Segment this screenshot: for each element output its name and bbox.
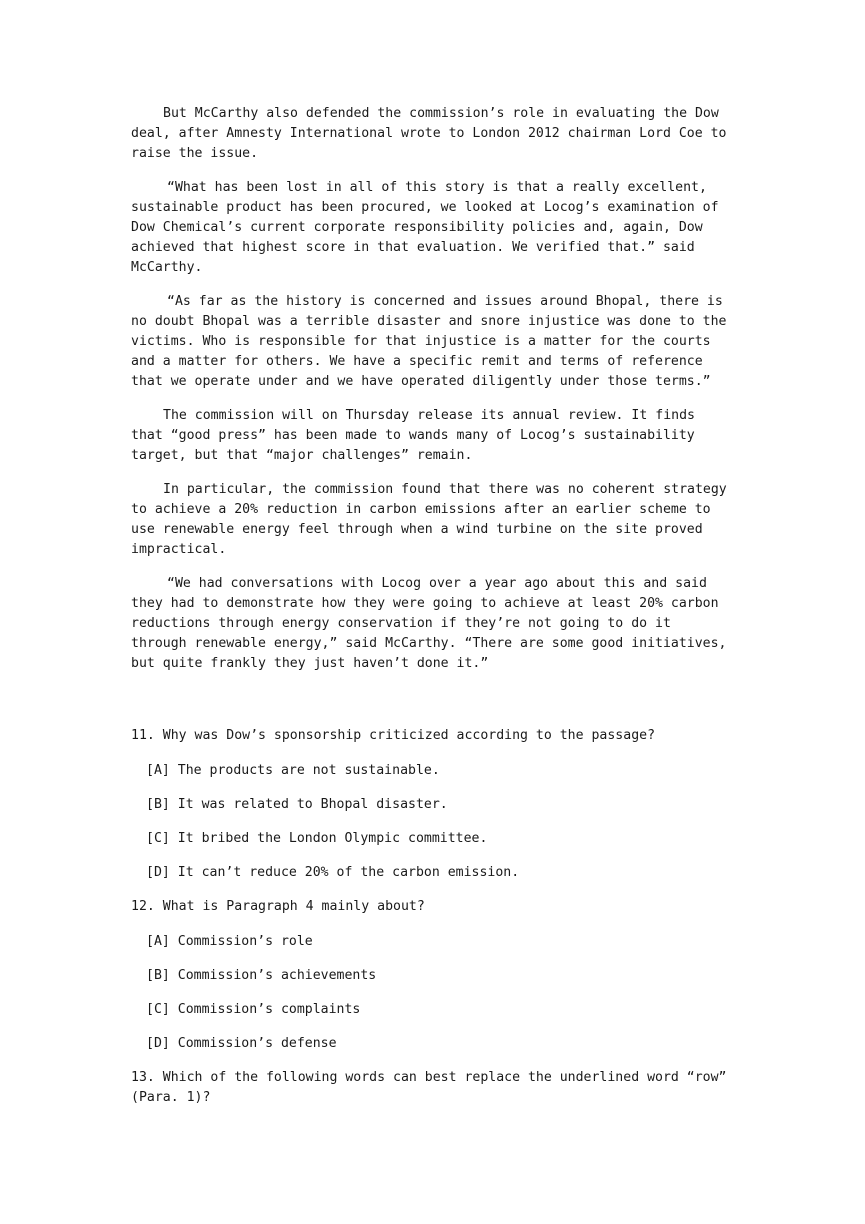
question-stem: 13. Which of the following words can best replace the underlined word “row” (Para. 1)? bbox=[131, 1070, 727, 1105]
answer-option: [C] Commission’s complaints bbox=[146, 1002, 361, 1017]
answer-option: [A] The products are not sustainable. bbox=[146, 763, 440, 778]
paragraph: In particular, the commission found that there was no coherent strategy to achieve a 20% reduction in carbon emissions after an earlier scheme to use renewable energy feel through when a wind turbine on the site proved impractical. bbox=[131, 482, 727, 557]
answer-option: [D] Commission’s defense bbox=[146, 1036, 337, 1051]
answer-option: [A] Commission’s role bbox=[146, 934, 313, 949]
paragraph: “What has been lost in all of this story is that a really excellent, sustainable product has been procured, we looked at Locog’s examination of Dow Chemical’s current corporate responsibility policies and, again, Dow achieved that highest score in that evaluation. We verified that.” said McCarthy. bbox=[131, 180, 719, 275]
paragraph: But McCarthy also defended the commission’s role in evaluating the Dow deal, after Amnesty International wrote to London 2012 chairman Lord Coe to raise the issue. bbox=[131, 106, 727, 161]
paragraph: “We had conversations with Locog over a year ago about this and said they had to demonstrate how they were going to achieve at least 20% carbon reductions through energy conservation if they’re not going to do it through renewable energy,” said McCarthy. “There are some good initiatives, but quite frankly they just haven’t done it.” bbox=[131, 576, 727, 671]
question-stem: 11. Why was Dow’s sponsorship criticized according to the passage? bbox=[131, 728, 656, 743]
answer-option: [B] Commission’s achievements bbox=[146, 968, 377, 983]
answer-option: [B] It was related to Bhopal disaster. bbox=[146, 797, 448, 812]
passage bbox=[131, 104, 733, 674]
question-block-11 bbox=[131, 726, 733, 883]
question-stem: 12. What is Paragraph 4 mainly about? bbox=[131, 899, 425, 914]
document-page bbox=[131, 104, 733, 1123]
paragraph: The commission will on Thursday release its annual review. It finds that “good press” has been made to wands many of Locog’s sustainability target, but that “major challenges” remain. bbox=[131, 408, 695, 463]
answer-option: [D] It can’t reduce 20% of the carbon emission. bbox=[146, 865, 520, 880]
question-block-12 bbox=[131, 897, 733, 1054]
answer-option: [C] It bribed the London Olympic committee. bbox=[146, 831, 488, 846]
question-block-13 bbox=[131, 1068, 733, 1108]
section-gap bbox=[131, 688, 733, 726]
paragraph: “As far as the history is concerned and issues around Bhopal, there is no doubt Bhopal was a terrible disaster and snore injustice was done to the victims. Who is responsible for that injustice is a matter for the courts and a matter for others. We have a specific remit and terms of reference that we operate under and we have operated diligently under those terms.” bbox=[131, 294, 727, 389]
